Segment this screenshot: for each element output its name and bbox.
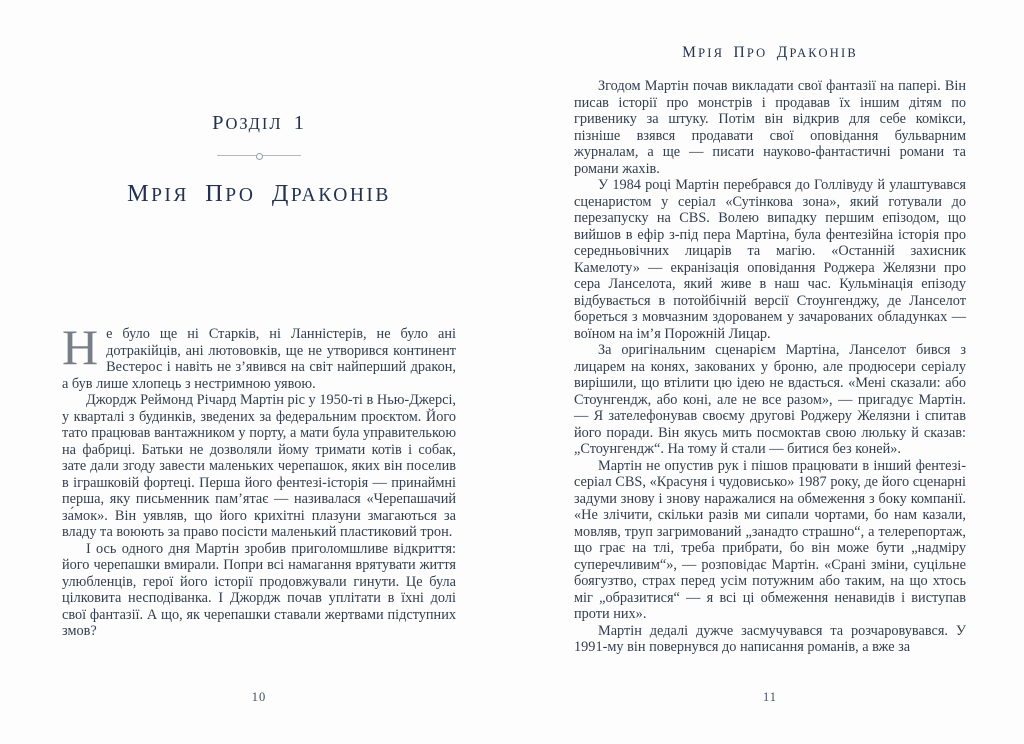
paragraph: І ось одного дня Мартін зробив приголомшливе відкриття: його черепашки вмирали. Попри всі намагання врятувати життя улюбленців, герої його історії продовжували гинути. Це була цілковита несподіванка. І Джордж почав уплітати в їхні долі свої фантазії. А що, як черепашки ставали жертвами підступних змов? xyxy=(62,540,456,639)
paragraph: У 1984 році Мартін перебрався до Голлівуду й улаштувався сценаристом у серіал «Сутінкова зона», який готували до перезапуску на CBS. Волею випадку першим епізодом, що вийшов в ефір з-під пера Мартіна, була фентезійна історія про середньовічних лицарів та магію. «Останній захисник Камелоту» — екранізація оповідання Роджера Желязни про сера Ланселота, який живе в наш час. Кульмінація епізоду відбувається в потойбічній версії Стоунгенджу, де Ланселот бореться з мовчазним здорованем у зачарованих обладунках — воїном на ім’я Порожній Лицар. xyxy=(574,177,966,342)
paragraph: Мартін дедалі дужче засмучувався та розчаровувався. У 1991-му він повернувся до написання романів, а вже за xyxy=(574,622,966,655)
running-header: МРІЯ ПРО ДРАКОНІВ xyxy=(682,44,858,61)
paragraph: Мартін не опустив рук і пішов працювати в інший фентезі-серіал CBS, «Красуня і чудовисько» 1987 року, де його сценарні задуми знову і знову наражалися на обмеження з боку компанії. «Не злічити, скільки разів ми сипали чортами, бо нам казали, мовляв, труп загримований „занадто страшно“, а телерепортаж, що грає на тлі, треба прибрати, бо він може бути „надміру суперечливим“», — розповідає Мартін. «Срані зміни, суцільне боягузтво, страх перед усім потужним або таким, на що хтось міг „образитися“ — я всі ці обмеження ненавидів і виступав проти них». xyxy=(574,457,966,622)
chapter-label: РОЗДІЛ 1 xyxy=(212,112,306,134)
right-page-body xyxy=(574,78,966,656)
paragraph-text: е було ще ні Старків, ні Ланністерів, не було ані дотракійців, ані лютововків, ще не утворився континент Вестерос і навіть не з’явився на світ найперший дракон, а був лише хлопець з нестримною уявою. xyxy=(62,326,456,392)
page-number-left: 10 xyxy=(251,690,267,704)
chapter-opening xyxy=(62,112,456,208)
page-right xyxy=(574,0,966,744)
chapter-title: МРІЯ ПРО ДРАКОНІВ xyxy=(127,180,391,207)
left-page-body xyxy=(62,319,456,640)
paragraph: За оригінальним сценарієм Мартіна, Ланселот бився з лицарем на конях, закованих у броню, але продюсери серіалу вирішили, що втілити цю ідею не вдасться. «Мені сказали: або Стоунгендж, або коні, але не все разом», — пригадує Мартін. — Я зателефонував своєму другові Роджеру Желязни і спитав його поради. Він якусь мить посмоктав свою люльку й сказав: „Стоунгендж“. На тому й стали — битися без коней». xyxy=(574,342,966,457)
ornament-divider xyxy=(217,152,301,159)
paragraph: Згодом Мартін почав викладати свої фантазії на папері. Він писав історії про монстрів і продавав їх іншим дітям по гривенику за штуку. Потім він відкрив для себе комікси, пізніше взявся продавати свої оповідання бульварним журналам, а ще — писати науково-фантастичні романи та романи жахів. xyxy=(574,78,966,177)
divider-dot-icon xyxy=(256,153,263,160)
paragraph xyxy=(62,319,456,392)
drop-cap: Н xyxy=(62,319,99,375)
page-left xyxy=(62,0,456,744)
paragraph: Джордж Реймонд Річард Мартін ріс у 1950-ті в Нью-Джерсі, у кварталі з будинків, зведених за федеральним проєктом. Його тато працював вантажником у порту, а мати була управителькою на фабриці. Батьки не дозволяли йому тримати котів і собак, зате дали згоду завести маленьких черепашок, яких він поселив в іграшковій фортеці. Перша його фентезі-історія — принаймні перша, яку письменник пам’ятає — називалася «Черепашачий за́мок». Він уявляв, що його крихітні плазуни змагаються за владу та воюють за право посісти маленький пластиковий трон. xyxy=(62,392,456,540)
page-number-right: 11 xyxy=(762,690,778,704)
